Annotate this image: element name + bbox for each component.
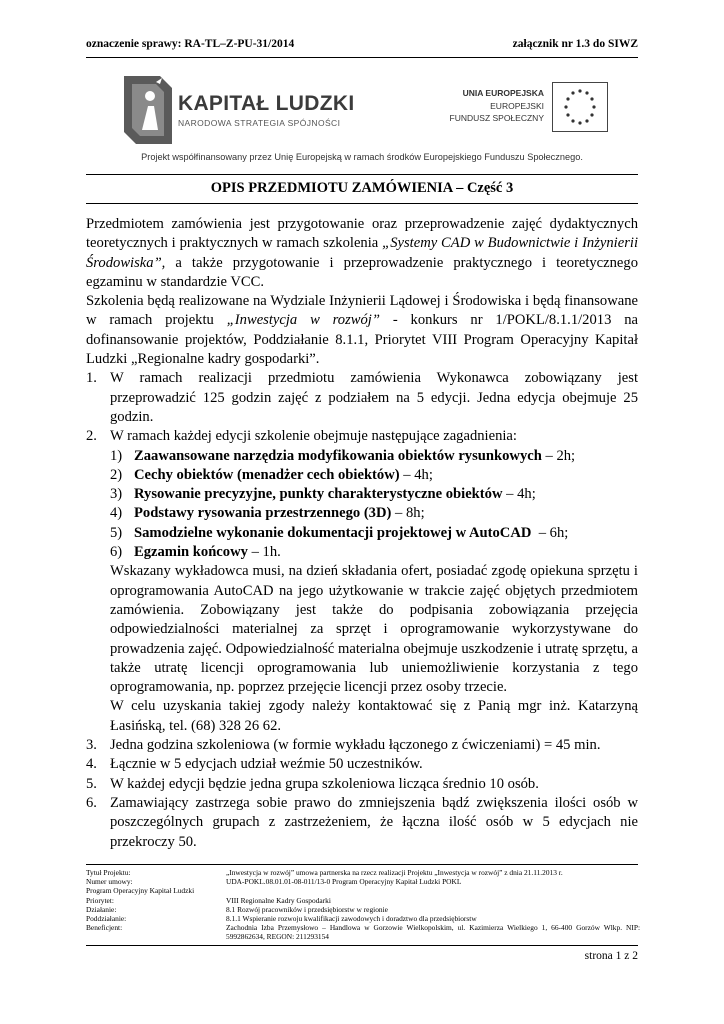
header-divider <box>86 57 638 58</box>
footer-row: Tytuł Projektu: „Inwestycja w rozwój” umowa partnerska na rzecz realizacji Projektu „Inwestycja w rozwój” z dnia 21.11.2013 r. <box>86 868 563 877</box>
footer-row: Działanie: 8.1 Rozwój pracowników i przedsiębiorstw w regionie <box>86 904 388 914</box>
topic-item: 3) Rysowanie precyzyjne, punkty charakterystyczne obiektów – 4h; <box>110 486 536 503</box>
attachment-label: załącznik nr 1.3 do SIWZ <box>512 38 638 50</box>
title-divider-bottom <box>86 203 638 204</box>
contact-note: W celu uzyskania takiej zgody należy kontaktować się z Panią mgr inż. Katarzyną Łasińską, tel. (68) 328 26 62. <box>110 698 638 734</box>
project-footer <box>86 868 640 942</box>
topic-item: 5) Samodzielne wykonanie dokumentacji projektowej w AutoCAD – 6h; <box>110 524 569 541</box>
lecturer-note: Wskazany wykładowca musi, na dzień składania ofert, posiadać zgodę opiekuna sprzętu i oprogramowania AutoCAD na jego użytkowanie w trakcie zajęć objętych przedmiotem zamówienia. Zobowiązany jest także do podpisania zobowiązania przejęcia odpowiedzialności materialnej za sprzęt i oprogramowanie wykorzystywane do prowadzenia zajęć. Odpowiedzialność materialna obejmuje uszkodzenie i utratę sprzętu, a także utratę licencji oprogramowania lub uniemożliwienie korzystania z tego oprogramowania, np. poprzez przejęcie licencji przez osoby trzecie. <box>110 563 638 696</box>
list-item: 3. Jedna godzina szkoleniowa (w formie wykładu łączonego z ćwiczeniami) = 45 min. <box>86 737 601 754</box>
title-divider-top <box>86 174 638 175</box>
list-item: 4. Łącznie w 5 edycjach udział weźmie 50 uczestników. <box>86 756 423 773</box>
eu-label-1: UNIA EUROPEJSKA <box>462 88 544 98</box>
footer-row: Program Operacyjny Kapitał Ludzki <box>86 886 195 896</box>
list-item: 5. W każdej edycji będzie jedna grupa szkoleniowa licząca średnio 10 osób. <box>86 775 539 792</box>
document-title: OPIS PRZEDMIOTU ZAMÓWIENIA – Część 3 <box>210 180 514 196</box>
footer-row: Numer umowy: UDA-POKL.08.01.01-08-011/13-0 Program Operacyjny Kapitał Ludzki POKL <box>86 877 462 887</box>
footer-row: Poddziałanie: 8.1.1 Wspieranie rozwoju kwalifikacji zawodowych i doradztwo dla przedsiębiorstw <box>86 914 477 924</box>
kl-title: KAPITAŁ LUDZKI <box>178 92 355 115</box>
kapital-ludzki-logo <box>122 74 355 146</box>
eu-label-3: FUNDUSZ SPOŁECZNY <box>449 113 544 123</box>
footer-divider-top <box>86 864 638 865</box>
intro-paragraph-2: Szkolenia będą realizowane na Wydziale Inżynierii Lądowej i Środowiska i będą finansowane w ramach projektu „Inwestycja w rozwój” - konkurs nr 1/POKL/8.1.1/2013 na dofinansowanie projektów, Poddziałanie 8.1.1, Priorytet VIII Program Operacyjny Kapitał Ludzki „Regionalne kadry gospodarki”. <box>86 293 638 368</box>
eu-label-2: EUROPEJSKI <box>490 101 544 111</box>
eu-flag-icon <box>552 82 608 132</box>
intro-paragraph-1: Przedmiotem zamówienia jest przygotowanie oraz przeprowadzenie zajęć dydaktycznych teoretycznych i praktycznych w ramach szkolenia „Systemy CAD w Budownictwie i Inżynierii Środowiska”, a także przygotowanie i przeprowadzenie praktycznego i teoretycznego egzaminu w standardzie VCC. <box>86 216 638 290</box>
list-item: 6. Zamawiający zastrzega sobie prawo do zmniejszenia bądź zwiększenia ilości osób w poszczególnych grupach z zastrzeżeniem, że łączna ilość osób w 5 edycjach nie przekroczy 50. <box>86 794 638 850</box>
cofinancing-note: Projekt współfinansowany przez Unię Europejską w ramach środków Europejskiego Funduszu Społecznego. <box>141 152 583 162</box>
page-number: strona 1 z 2 <box>584 950 638 962</box>
list-item: 2. W ramach każdej edycji szkolenie obejmuje następujące zagadnienia: <box>86 428 517 445</box>
eu-logo <box>430 80 610 140</box>
list-item: 1. W ramach realizacji przedmiotu zamówienia Wykonawca zobowiązany jest przeprowadzić 125 godzin zajęć z podziałem na 5 edycji. Jedna edycja obejmuje 25 godzin. <box>86 370 638 425</box>
kapital-ludzki-emblem-icon <box>122 74 182 146</box>
numbered-list <box>86 369 638 851</box>
footer-row: Beneficjent: Zachodnia Izba Przemysłowo – Handlowa w Gorzowie Wielkopolskim, ul. Kazimierza Wielkiego 1, 66-400 Gorzów Wlkp. NIP: 5992862634, REGON: 211293154 <box>86 923 640 942</box>
page-header <box>86 38 638 50</box>
topic-item: 6) Egzamin końcowy – 1h. <box>110 544 281 561</box>
case-reference: oznaczenie sprawy: RA-TL–Z-PU-31/2014 <box>86 38 295 50</box>
topic-item: 4) Podstawy rysowania przestrzennego (3D) – 8h; <box>110 505 425 522</box>
kl-subtitle: NARODOWA STRATEGIA SPÓJNOŚCI <box>178 118 341 128</box>
document-body <box>86 215 638 852</box>
footer-row: Priorytet: VIII Regionalne Kadry Gospodarki <box>86 895 331 905</box>
topic-item: 1) Zaawansowane narzędzia modyfikowania obiektów rysunkowych – 2h; <box>110 447 576 464</box>
footer-divider-bottom <box>86 945 638 946</box>
topic-item: 2) Cechy obiektów (menadżer cech obiektów) – 4h; <box>110 466 433 483</box>
